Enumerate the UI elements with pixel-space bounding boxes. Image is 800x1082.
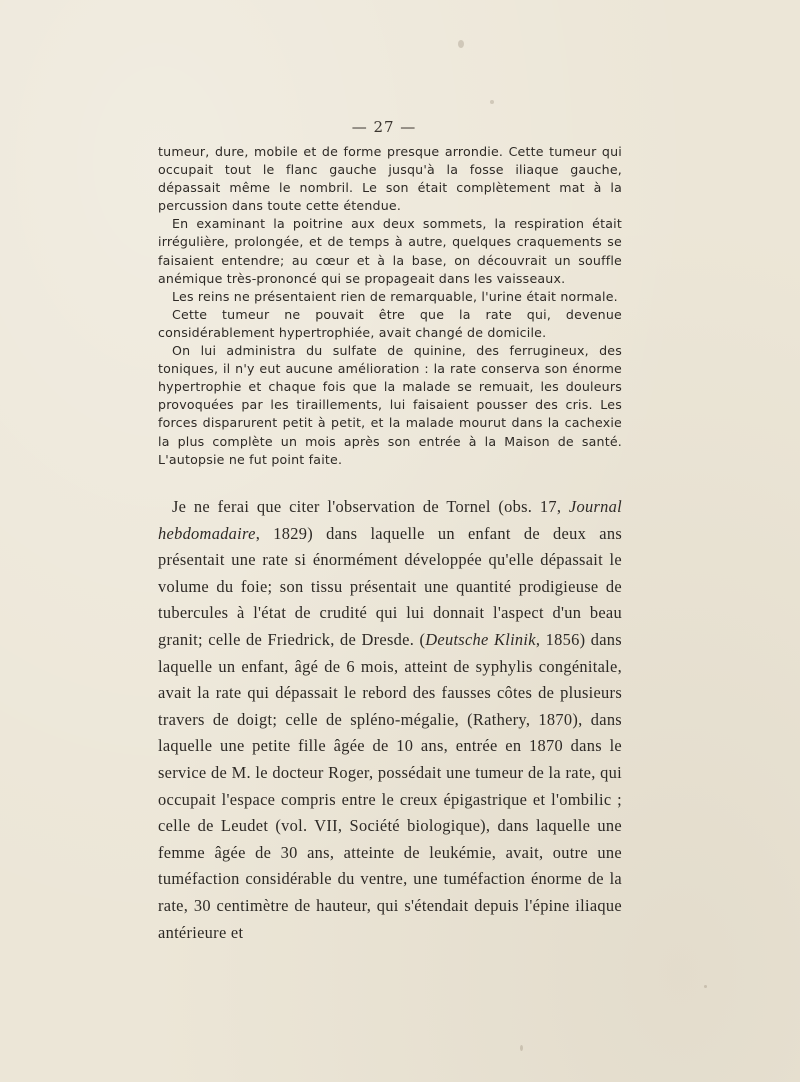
page-number: — 27 — xyxy=(351,118,417,136)
paper-speck xyxy=(520,1045,523,1051)
paragraph: tumeur, dure, mobile et de forme presque arrondie. Cette tumeur qui occupait tout le flanc gauche jusqu'à la fosse iliaque gauche, dépassait même le nombril. Le son était complètement mat à la percussion dans toute cette étendue. xyxy=(158,144,622,214)
paragraph xyxy=(158,494,622,946)
journal-title: Deutsche Klinik xyxy=(425,629,536,649)
text-run: , 1856) dans laquelle un enfant, âgé de 6 mois, atteint de syphylis congénitale, avait la rate qui dépassait le rebord des fausses côtes de plusieurs travers de doigt; celle de spléno-mégalie, (Rathery, 1870), dans laquelle une petite fille âgée de 10 ans, entrée en 1870 dans le service de M. le docteur Roger, possédait une tumeur de la rate, qui occupait l'espace compris entre le creux épigastrique et l'ombilic ; celle de Leudet (vol. VII, Société biologique), dans laquelle une femme âgée de 30 ans, atteinte de leukémie, avait, outre une tuméfaction considérable du ventre, une tuméfaction énorme de la rate, 30 centimètre de hauteur, qui s'étendait depuis l'épine iliaque antérieure et xyxy=(158,629,622,942)
text-run: , 1829) dans laquelle un enfant de deux ans présentait une rate si énormément développée qu'elle dépassait le volume du foie; son tissu présentait une quantité prodigieuse de tubercules à l'état de crudité qui lui donnait l'aspect d'un beau granit; celle de Friedrick, de Dresde. ( xyxy=(158,523,622,649)
paragraph: En examinant la poitrine aux deux sommets, la respiration était irrégulière, prolongée, et de temps à autre, quelques craquements se faisaient entendre; au cœur et à la base, on découvrait un souffle anémique très-prononcé qui se propageait dans les vaisseaux. xyxy=(158,216,622,286)
paragraph: Cette tumeur ne pouvait être que la rate qui, devenue considérablement hypertrophiée, avait changé de domicile. xyxy=(158,306,622,340)
paragraph: Les reins ne présentaient rien de remarquable, l'urine était normale. xyxy=(172,288,618,304)
paper-speck xyxy=(704,985,707,988)
text-run: Je ne ferai que citer l'observation de Tornel (obs. 17, xyxy=(172,497,569,516)
journal-title: Journal hebdomadaire xyxy=(158,497,622,543)
paragraph: On lui administra du sulfate de quinine, des ferrugineux, des toniques, il n'y eut aucune amélioration : la rate conserva son énorme hypertrophie et chaque fois que la malade se remuait, les douleurs provoquées par les tiraillements, lui faisaient pousser des cris. Les forces disparurent petit à petit, et la malade mourut dans la cachexie la plus complète un mois après son entrée à la Maison de santé. L'autopsie ne fut point faite. xyxy=(158,343,622,467)
case-report-text xyxy=(158,143,622,469)
paper-speck xyxy=(458,40,464,48)
main-body-text xyxy=(158,494,622,946)
paper-speck xyxy=(490,100,494,104)
